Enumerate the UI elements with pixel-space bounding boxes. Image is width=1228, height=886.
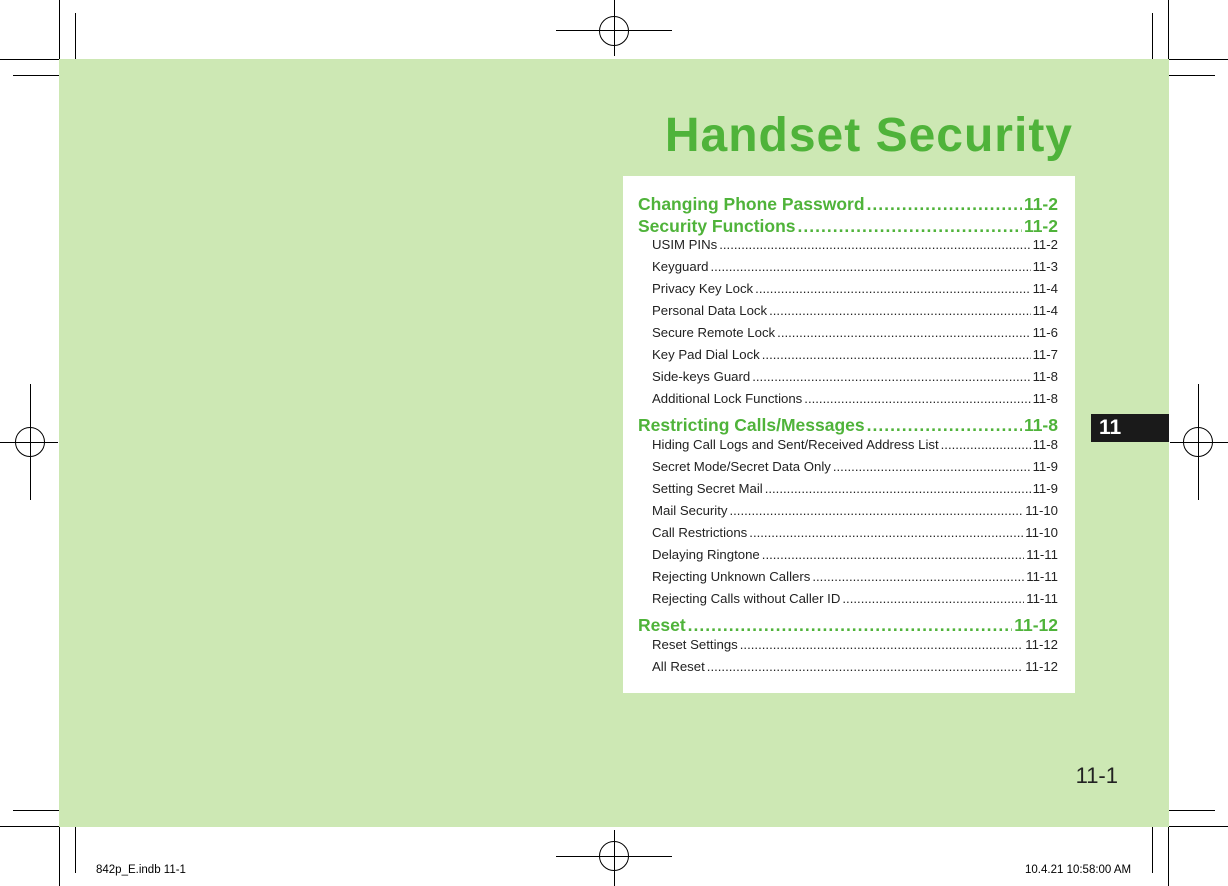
- page-title: Handset Security: [664, 109, 1073, 162]
- toc-leader-dots: [752, 369, 1030, 384]
- toc-entry-label: Hiding Call Logs and Sent/Received Address List: [652, 437, 939, 452]
- toc-leader-dots: [762, 547, 1024, 562]
- toc-entry[interactable]: [638, 637, 1058, 659]
- toc-entry-label: Keyguard: [652, 259, 709, 274]
- toc-leader-dots: [842, 591, 1024, 606]
- slug-left: 842p_E.indb 11-1: [96, 864, 186, 876]
- toc-entry-page: 11-4: [1032, 303, 1058, 318]
- toc-entry[interactable]: [638, 659, 1058, 681]
- toc-leader-dots: [867, 194, 1022, 215]
- toc-entry[interactable]: [638, 591, 1058, 613]
- toc-entry-label: Rejecting Calls without Caller ID: [652, 591, 841, 606]
- toc-entry-page: 11-12: [1025, 659, 1058, 674]
- toc-entry-label: Privacy Key Lock: [652, 281, 754, 296]
- toc-leader-dots: [941, 437, 1031, 452]
- toc-entry-label: USIM PINs: [652, 237, 718, 252]
- toc-entry-label: Side-keys Guard: [652, 369, 751, 384]
- toc-leader-dots: [755, 281, 1030, 296]
- toc-entry[interactable]: [638, 281, 1058, 303]
- toc-entry[interactable]: [638, 369, 1058, 391]
- toc-leader-dots: [765, 481, 1031, 496]
- toc-entry-page: 11-11: [1026, 547, 1058, 562]
- toc-leader-dots: [777, 325, 1030, 340]
- toc-entry-label: Key Pad Dial Lock: [652, 347, 760, 362]
- toc-entry-page: 11-10: [1025, 525, 1058, 540]
- toc-leader-dots: [688, 615, 1013, 636]
- toc-entry[interactable]: [638, 525, 1058, 547]
- toc-entry-page: 11-2: [1023, 216, 1058, 236]
- toc-entry-label: Additional Lock Functions: [652, 391, 803, 406]
- toc-entry[interactable]: [638, 481, 1058, 503]
- toc-entry[interactable]: [638, 547, 1058, 569]
- toc-leader-dots: [798, 216, 1022, 237]
- toc-leader-dots: [719, 237, 1030, 252]
- toc-entry-label: Delaying Ringtone: [652, 547, 760, 562]
- table-of-contents: [623, 176, 1075, 693]
- toc-entry-label: Reset: [638, 615, 686, 635]
- toc-entry[interactable]: [638, 569, 1058, 591]
- toc-entry-label: Security Functions: [638, 216, 796, 236]
- toc-entry-label: Restricting Calls/Messages: [638, 415, 865, 435]
- toc-leader-dots: [833, 459, 1031, 474]
- toc-entry[interactable]: [638, 303, 1058, 325]
- slug-right: 10.4.21 10:58:00 AM: [1025, 864, 1132, 876]
- toc-entry-label: Secret Mode/Secret Data Only: [652, 459, 831, 474]
- toc-entry[interactable]: [638, 415, 1058, 437]
- toc-entry[interactable]: [638, 347, 1058, 369]
- toc-entry-page: 11-11: [1026, 591, 1058, 606]
- toc-entry[interactable]: [638, 237, 1058, 259]
- toc-entry-page: 11-8: [1023, 415, 1058, 435]
- toc-entry-label: Reset Settings: [652, 637, 738, 652]
- toc-entry-label: Call Restrictions: [652, 525, 748, 540]
- toc-leader-dots: [740, 637, 1023, 652]
- toc-entry-page: 11-2: [1032, 237, 1058, 252]
- toc-entry-page: 11-6: [1032, 325, 1058, 340]
- toc-leader-dots: [729, 503, 1023, 518]
- toc-entry-label: Personal Data Lock: [652, 303, 768, 318]
- toc-entry[interactable]: [638, 216, 1058, 238]
- toc-entry-label: Mail Security: [652, 503, 728, 518]
- toc-entry-label: Secure Remote Lock: [652, 325, 776, 340]
- toc-entry-page: 11-12: [1014, 615, 1058, 635]
- toc-entry-label: All Reset: [652, 659, 705, 674]
- toc-entry[interactable]: [638, 194, 1058, 216]
- toc-entry[interactable]: [638, 615, 1058, 637]
- toc-entry-page: 11-2: [1023, 194, 1058, 214]
- page-number: 11-1: [1075, 763, 1118, 788]
- toc-leader-dots: [707, 659, 1023, 674]
- toc-entry-page: 11-10: [1025, 503, 1058, 518]
- toc-entry-page: 11-8: [1032, 437, 1058, 452]
- toc-entry-page: 11-4: [1032, 281, 1058, 296]
- toc-leader-dots: [710, 259, 1030, 274]
- toc-entry-page: 11-9: [1032, 459, 1058, 474]
- toc-leader-dots: [812, 569, 1024, 584]
- toc-entry-label: Rejecting Unknown Callers: [652, 569, 811, 584]
- toc-leader-dots: [804, 391, 1030, 406]
- toc-entry-page: 11-9: [1032, 481, 1058, 496]
- toc-entry-page: 11-12: [1025, 637, 1058, 652]
- toc-entry-page: 11-7: [1032, 347, 1058, 362]
- toc-entry-page: 11-3: [1032, 259, 1058, 274]
- toc-leader-dots: [769, 303, 1030, 318]
- toc-entry[interactable]: [638, 459, 1058, 481]
- toc-entry-page: 11-11: [1026, 569, 1058, 584]
- toc-entry[interactable]: [638, 391, 1058, 413]
- toc-entry-page: 11-8: [1032, 369, 1058, 384]
- toc-entry[interactable]: [638, 503, 1058, 525]
- toc-entry[interactable]: [638, 325, 1058, 347]
- toc-leader-dots: [749, 525, 1023, 540]
- toc-entry[interactable]: [638, 437, 1058, 459]
- toc-entry-page: 11-8: [1032, 391, 1058, 406]
- toc-leader-dots: [762, 347, 1031, 362]
- toc-entry[interactable]: [638, 259, 1058, 281]
- toc-entry-label: Changing Phone Password: [638, 194, 865, 214]
- toc-leader-dots: [867, 415, 1022, 436]
- toc-entry-label: Setting Secret Mail: [652, 481, 763, 496]
- chapter-number: 11: [1099, 416, 1122, 439]
